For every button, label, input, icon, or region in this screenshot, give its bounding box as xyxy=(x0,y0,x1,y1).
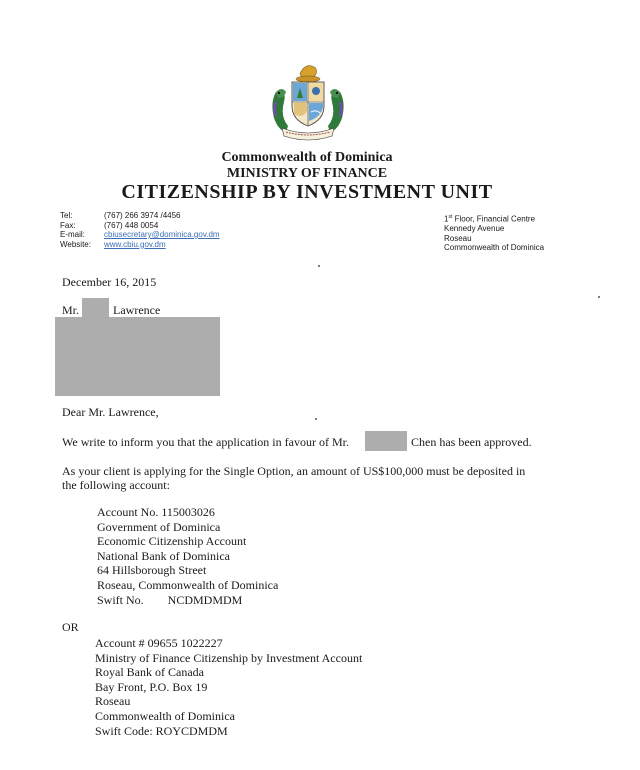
address-line-floor xyxy=(444,213,544,224)
address-block xyxy=(444,213,544,253)
floor-number: 1 xyxy=(444,214,449,224)
account-2-swift: Swift Code: ROYCDMDM xyxy=(95,723,228,738)
paragraph-1-end: Chen has been approved. xyxy=(411,435,532,449)
tel-row xyxy=(60,211,220,221)
account-2-block xyxy=(95,636,362,738)
recipient-prefix: Mr. xyxy=(62,303,80,317)
website-link[interactable]: www.cbiu.gov.dm xyxy=(104,239,166,249)
redacted-first-name xyxy=(82,298,109,318)
paragraph-1-start: We write to inform you that the application in favour of Mr. xyxy=(62,435,349,449)
floor-superscript: st xyxy=(448,214,453,220)
account-2-bank: Royal Bank of Canada xyxy=(95,665,204,680)
redacted-applicant-first-name xyxy=(365,431,407,451)
account-1-swift xyxy=(97,593,278,608)
account-1-name: Economic Citizenship Account xyxy=(97,534,247,549)
fax-label: Fax: xyxy=(60,220,76,230)
account-1-number: Account No. 115003026 xyxy=(97,505,215,519)
account-2-country: Commonwealth of Dominica xyxy=(95,708,235,723)
coat-of-arms-icon xyxy=(256,62,360,142)
website-label: Website: xyxy=(60,239,91,249)
tel-value: (767) 266 3974 /4456 xyxy=(104,211,181,220)
account-2-city: Roseau xyxy=(95,694,131,709)
unit-heading: CITIZENSHIP BY INVESTMENT UNIT xyxy=(121,181,493,203)
scan-speck xyxy=(315,418,317,420)
website-row xyxy=(60,240,220,250)
country-heading: Commonwealth of Dominica xyxy=(221,150,393,165)
ministry-heading: MINISTRY OF FINANCE xyxy=(226,166,388,181)
account-2-number: Account # 09655 1022227 xyxy=(95,636,223,650)
fax-row xyxy=(60,221,220,231)
address-line-city: Roseau xyxy=(444,233,472,243)
tel-label: Tel: xyxy=(60,211,73,220)
address-line-street: Kennedy Avenue xyxy=(444,224,505,234)
or-separator: OR xyxy=(62,620,79,634)
email-row xyxy=(60,230,220,240)
email-link[interactable]: cbiusecretary@dominica.gov.dm xyxy=(104,230,220,239)
fax-value: (767) 448 0054 xyxy=(104,220,159,230)
recipient-surname: Lawrence xyxy=(113,303,161,317)
redacted-address xyxy=(55,317,220,396)
paragraph-2-line-2: the following account: xyxy=(62,478,170,492)
scan-speck xyxy=(598,296,600,298)
salutation: Dear Mr. Lawrence, xyxy=(62,405,159,419)
account-2-name: Ministry of Finance Citizenship by Investment Account xyxy=(95,650,363,665)
email-label: E-mail: xyxy=(60,230,85,239)
contact-block xyxy=(60,211,220,249)
scan-speck xyxy=(318,265,320,267)
account-1-block xyxy=(97,505,278,607)
swift-label: Swift No. xyxy=(97,592,144,607)
floor-text: Floor, Financial Centre xyxy=(452,214,536,224)
address-line-country: Commonwealth of Dominica xyxy=(444,243,545,253)
swift-value: NCDMDMDM xyxy=(167,592,243,607)
account-2-address: Bay Front, P.O. Box 19 xyxy=(95,679,208,694)
letter-date: December 16, 2015 xyxy=(62,275,157,289)
account-1-holder: Government of Dominica xyxy=(97,519,221,534)
paragraph-2-line-1: As your client is applying for the Single Option, an amount of US$100,000 must be deposited in xyxy=(62,464,526,478)
account-1-city: Roseau, Commonwealth of Dominica xyxy=(97,577,279,592)
account-1-bank: National Bank of Dominica xyxy=(97,548,230,563)
account-1-street: 64 Hillsborough Street xyxy=(97,563,207,578)
